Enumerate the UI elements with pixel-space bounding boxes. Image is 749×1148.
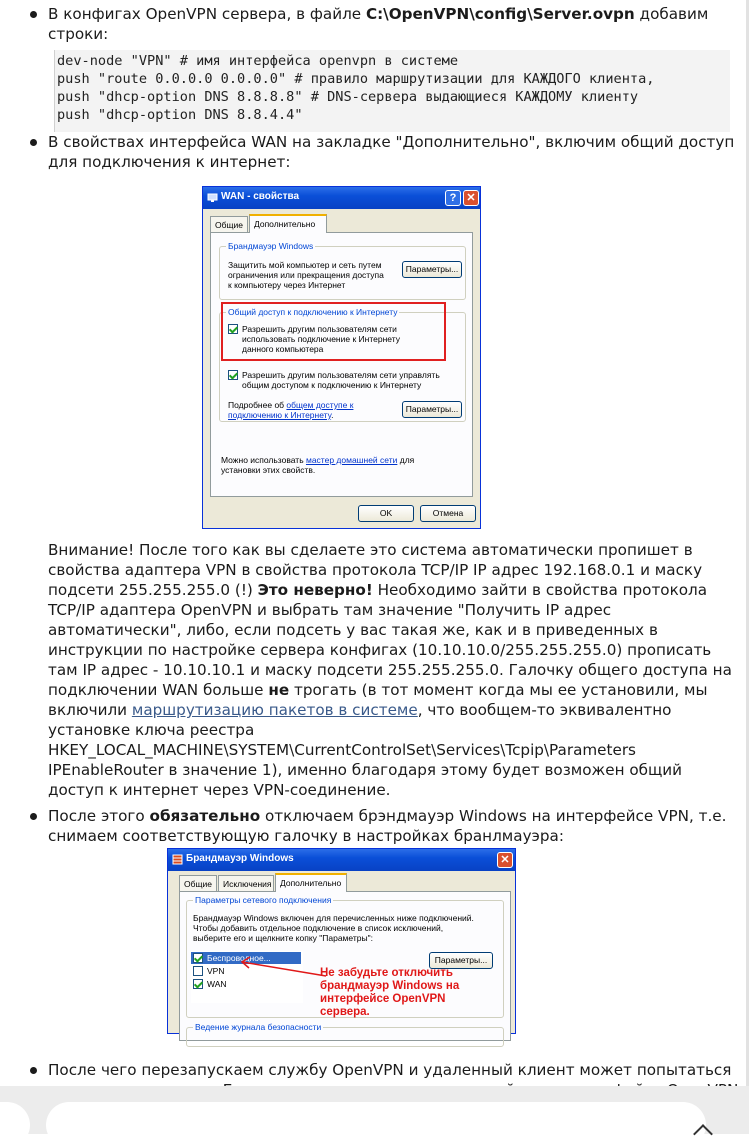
firewall-settings-button[interactable]: Параметры... bbox=[402, 261, 462, 278]
allow-sharing-label: Разрешить другим пользователям сети использовать подключение к Интернету данного компьютера bbox=[242, 324, 400, 354]
address-bar[interactable] bbox=[46, 1102, 706, 1148]
connection-checkbox[interactable] bbox=[193, 953, 203, 963]
list-item bbox=[0, 4, 740, 132]
group-label: Ведение журнала безопасности bbox=[195, 1022, 322, 1032]
group-description: Брандмауэр Windows включен для перечисленных ниже подключений. Чтобы добавить отдельное подключение в список исключений, выберите его и щелкните копку "Параметры": bbox=[193, 913, 474, 943]
tab-advanced[interactable]: Дополнительно bbox=[249, 214, 327, 233]
bullet-text: В свойствах интерфейса WAN на закладке "Дополнительно", включим общий доступ для подключения к интернет: bbox=[48, 133, 735, 171]
bullet-icon bbox=[30, 11, 37, 18]
code-line: dev-node "VPN" # имя интерфейса openvpn в системе bbox=[57, 53, 459, 69]
dialog-title-bar[interactable] bbox=[203, 187, 480, 209]
home-network-wizard-link[interactable]: мастер домашней сети bbox=[305, 455, 398, 465]
dialog-title: Брандмауэр Windows bbox=[186, 853, 294, 864]
tab-exceptions[interactable]: Исключения bbox=[218, 875, 274, 891]
bullet-text: После этого обязательно отключаем брэндмауэр Windows на интерфейсе VPN, т.е. снимаем соответствующую галочку в настройках бранлмауэра: bbox=[48, 807, 727, 845]
close-button[interactable]: ✕ bbox=[463, 190, 479, 206]
group-label: Параметры сетевого подключения bbox=[195, 895, 332, 905]
annotation-text: Не забудьте отключить брандмауэр Windows на интерфейсе OpenVPN сервера. bbox=[320, 967, 460, 1018]
connection-label: VPN bbox=[207, 966, 225, 976]
connection-checkbox[interactable] bbox=[193, 979, 203, 989]
cancel-button[interactable]: Отмена bbox=[420, 505, 476, 522]
annotation-arrow bbox=[238, 954, 328, 984]
tab-panel bbox=[210, 232, 473, 497]
chevron-up-icon[interactable] bbox=[693, 1124, 713, 1144]
bullet-icon bbox=[30, 1067, 37, 1074]
group-label: Брандмауэр Windows bbox=[228, 241, 314, 251]
dialog-title-bar[interactable] bbox=[168, 849, 515, 871]
connection-checkbox[interactable] bbox=[193, 966, 203, 976]
tab-general[interactable]: Общие bbox=[210, 216, 248, 232]
more-info-link[interactable]: общем доступе к подключению к Интернету bbox=[228, 400, 354, 420]
bullet-text: После чего перезапускаем службу OpenVPN и удаленный клиент может попытаться bbox=[48, 1061, 732, 1079]
note-text: Внимание! После того как вы сделаете это система автоматически пропишет в свойства адаптера VPN в свойства протокола TCP/IP IP адрес 192.168.0.1 и маску подсети 255.255.255.0 (!) Это неверно! Необходимо зайти в свойства протокола TCP/IP адаптера OpenVPN и выбрать там значение "Получить IP адрес автоматически", либо, если подсеть у вас такая же, как и в приведенных в инструкции по настройке сервера конфигах (10.10.10.0/255.255.255.0) прописать там IP адрес - 10.10.10.1 и маску подсети 255.255.255.0. Галочку общего доступа на подключении WAN больше не трогать (в тот момент когда мы ее установили, мы включили маршрутизацию пакетов в системе, что вообщем-то эквивалентно установке ключа реестра HKEY_LOCAL_MACHINE\SYSTEM\CurrentControlSet\Services\Tcpip\Parameters IPEnableRouter в значение 1), именно благодаря этому будет возможен общий доступ к интернет через VPN-соединение. bbox=[48, 541, 732, 799]
tab-general[interactable]: Общие bbox=[179, 875, 217, 891]
close-button[interactable]: ✕ bbox=[497, 852, 513, 868]
note-paragraph bbox=[48, 540, 736, 800]
instruction-list bbox=[0, 4, 740, 1120]
bullet-icon bbox=[30, 813, 37, 820]
bullet-text: В конфигах OpenVPN сервера, в файле C:\OpenVPN\config\Server.ovpn добавим строки: bbox=[48, 5, 709, 43]
firewall-icon bbox=[172, 854, 183, 865]
firewall-dialog bbox=[167, 848, 516, 1034]
routing-link[interactable]: маршрутизацию пакетов в системе bbox=[131, 701, 418, 719]
dialog-title: WAN - свойства bbox=[221, 191, 300, 202]
ics-settings-button[interactable]: Параметры... bbox=[402, 401, 462, 418]
back-pill[interactable] bbox=[0, 1102, 30, 1148]
code-block bbox=[54, 50, 730, 132]
bullet-icon bbox=[30, 139, 37, 146]
network-icon bbox=[207, 192, 218, 203]
help-button[interactable]: ? bbox=[445, 190, 461, 206]
list-item bbox=[0, 806, 740, 1060]
group-label: Общий доступ к подключению к Интернету bbox=[228, 307, 398, 317]
code-line: push "dhcp-option DNS 8.8.4.4" bbox=[57, 107, 303, 123]
more-info-text: Подробнее об общем доступе к подключению к Интернету. bbox=[228, 400, 354, 420]
list-item bbox=[0, 132, 740, 806]
code-line: push "route 0.0.0.0 0.0.0.0" # правило маршрутизации для КАЖДОГО клиента, bbox=[57, 71, 655, 87]
settings-button[interactable]: Параметры... bbox=[429, 952, 493, 969]
firewall-description: Защитить мой компьютер и сеть путем ограничения или прекращения доступа к компьютеру через Интернет bbox=[228, 260, 384, 290]
ok-button[interactable]: OK bbox=[358, 505, 414, 522]
firewall-group bbox=[219, 241, 466, 300]
log-group bbox=[186, 1022, 504, 1047]
browser-bottom-bar bbox=[0, 1086, 749, 1134]
allow-control-label: Разрешить другим пользователям сети управлять общим доступом к подключению к Интернету bbox=[242, 370, 440, 390]
code-line: push "dhcp-option DNS 8.8.8.8" # DNS-сервера выдающиеся КАЖДОМУ клиенту bbox=[57, 89, 639, 105]
highlight-box bbox=[221, 302, 446, 361]
connection-label: WAN bbox=[207, 979, 227, 989]
tab-advanced[interactable]: Дополнительно bbox=[275, 873, 347, 892]
allow-control-checkbox[interactable] bbox=[228, 370, 238, 380]
connection-label: Беспроводное... bbox=[207, 953, 271, 963]
wan-properties-dialog bbox=[202, 186, 481, 529]
wizard-text: Можно использовать мастер домашней сети для установки этих свойств. bbox=[221, 455, 415, 475]
